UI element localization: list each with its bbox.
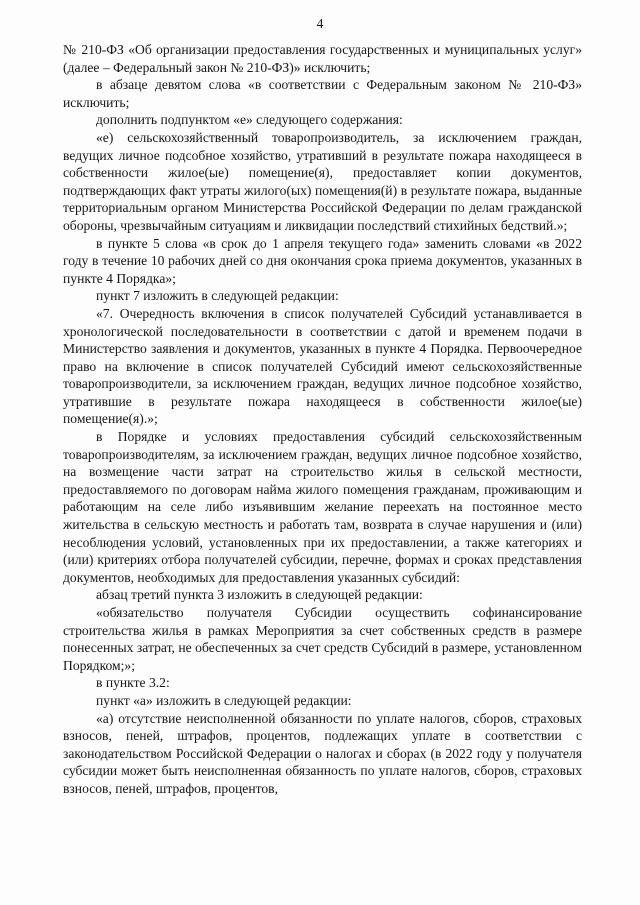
paragraph: «е) сельскохозяйственный товаропроизводитель, за исключением граждан, ведущих личное подсобное хозяйство, утративший в результате пожара находящееся в собственности жилое(ые) помещение(я), предоставляет копии документов, подтверждающих факт утраты жилого(ых) помещения(й) в результате пожара, выданные территориальным органом Министерства Российской Федерации по делам гражданской обороны, чрезвычайным ситуациям и ликвидации последствий стихийных бедствий.»; <box>63 129 582 233</box>
page-number: 4 <box>316 16 324 31</box>
paragraph: в пункте 5 слова «в срок до 1 апреля текущего года» заменить словами «в 2022 году в течение 10 рабочих дней со дня окончания срока приема документов, указанных в пункте 4 Порядка»; <box>63 235 582 286</box>
paragraph: «7. Очередность включения в список получателей Субсидий устанавливается в хронологической последовательности в соответствии с датой и временем подачи в Министерство заявления и документов, указанных в пункте 4 Порядка. Первоочередное право на включение в список получателей Субсидий имеют сельскохозяйственные товаропроизводители, за исключением граждан, ведущих личное подсобное хозяйство, утратившие в результате пожара находящееся в собственности жилое(ые) помещение(я).»; <box>63 305 582 427</box>
paragraph: в пункте 3.2: <box>96 675 170 691</box>
document-body <box>63 41 582 798</box>
paragraph: абзац третий пункта 3 изложить в следующей редакции: <box>96 587 423 603</box>
paragraph: в Порядке и условиях предоставления субсидий сельскохозяйственным товаропроизводителям, за исключением граждан, ведущих личное подсобное хозяйство, на возмещение части затрат на строительство жилья в сельской местности, предоставляемого по договорам найма жилого помещения гражданам, проживающим и работающим на селе либо изъявившим желание переехать на постоянное место жительства в сельскую местность и работать там, возврата в случае нарушения и (или) несоблюдения условий, установленных при их предоставлении, а также категориях и (или) критериях отбора получателей субсидии, перечне, формах и сроках представления документов, необходимых для предоставления указанных субсидий: <box>63 429 582 585</box>
paragraph: «а) отсутствие неисполненной обязанности по уплате налогов, сборов, страховых взносов, пеней, штрафов, процентов, подлежащих уплате в соответствии с законодательством Российской Федерации о налогах и сборах (в 2022 году у получателя субсидии может быть неисполненная обязанность по уплате налогов, сборов, страховых взносов, пеней, штрафов, процентов, <box>63 710 582 796</box>
paragraph: «обязательство получателя Субсидии осуществить софинансирование строительства жилья в рамках Мероприятия за счет собственных средств в размере понесенных затрат, не обеспеченных за счет средств Субсидий в размере, установленном Порядком;»; <box>63 605 582 673</box>
paragraph: № 210-ФЗ «Об организации предоставления государственных и муниципальных услуг» (далее – Федеральный закон № 210-ФЗ)» исключить; <box>63 42 582 75</box>
paragraph: пункт «а» изложить в следующей редакции: <box>96 692 352 708</box>
paragraph: в абзаце девятом слова «в соответствии с Федеральным законом № 210-ФЗ» исключить; <box>63 77 582 110</box>
paragraph: дополнить подпунктом «е» следующего содержания: <box>96 112 403 128</box>
paragraph: пункт 7 изложить в следующей редакции: <box>96 288 339 304</box>
